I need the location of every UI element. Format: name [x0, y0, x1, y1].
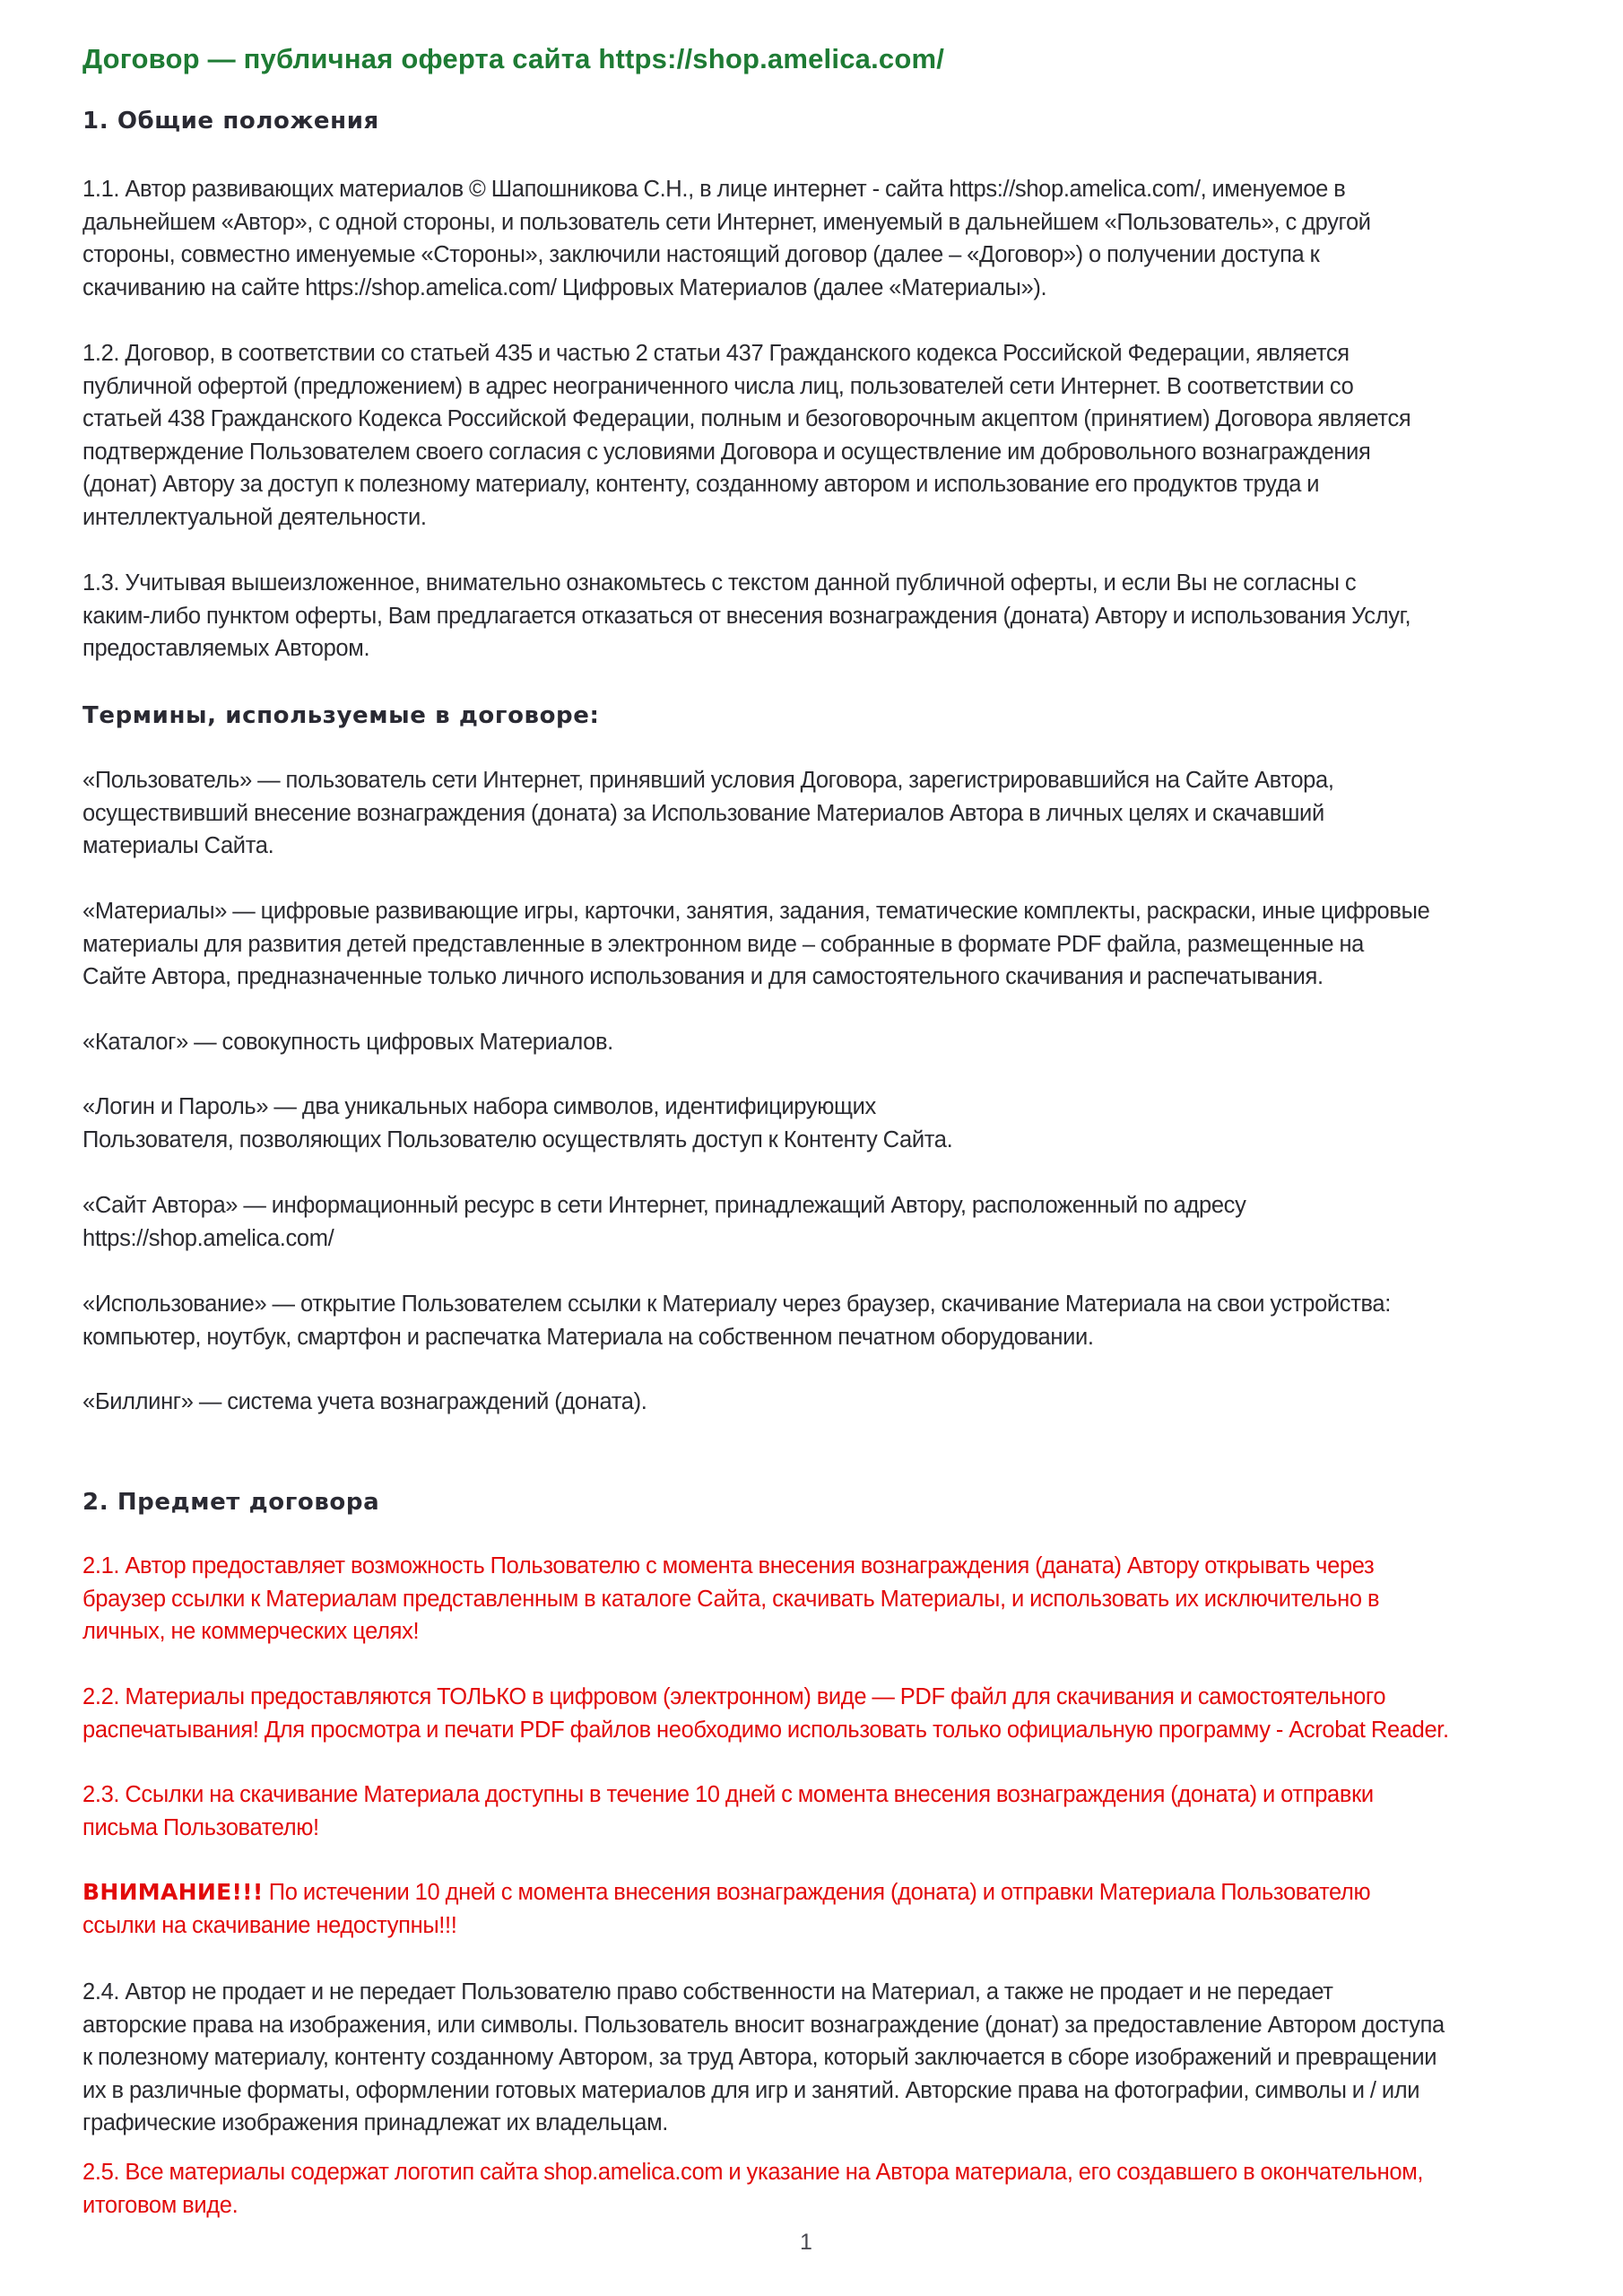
- term-user: «Пользователь» — пользователь сети Интернет, принявший условия Договора, зарегистрировавшийся на Сайте Автора, осуществивший внесение вознаграждения (доната) за Использование Материалов Автора в личных целях и скачавший материалы Сайта.: [82, 768, 1334, 858]
- clause-2-1: 2.1. Автор предоставляет возможность Пользователю с момента внесения вознаграждения (даната) Автору открывать через браузер ссылки к Материалам представленным в каталоге Сайта, скачивать Материалы, и использовать их исключительно в личных, не коммерческих целях!: [82, 1553, 1380, 1644]
- clause-2-5: 2.5. Все материалы содержат логотип сайта shop.amelica.com и указание на Автора материала, его создавшего в окончательном, итоговом виде.: [82, 2160, 1424, 2218]
- clause-1-3: 1.3. Учитывая вышеизложенное, внимательно ознакомьтесь с текстом данной публичной оферты, и если Вы не согласны с каким-либо пунктом оферты, Вам предлагается отказаться от внесения вознаграждения (доната) Автору и использования Услуг, предоставляемых Автором.: [82, 570, 1411, 661]
- term-usage: «Использование» — открытие Пользователем ссылки к Материалу через браузер, скачивание Материала на свои устройства: компьютер, ноутбук, смартфон и распечатка Материала на собственном печатном оборудовании.: [82, 1292, 1391, 1350]
- term-login-password: «Логин и Пароль» — два уникальных набора символов, идентифицирующих Пользователя, позволяющих Пользователю осуществлять доступ к Контенту Сайта.: [82, 1094, 953, 1152]
- clause-2-4: 2.4. Автор не продает и не передает Пользователю право собственности на Материал, а также не продает и не передает авторские права на изображения, или символы. Пользователь вносит вознаграждение (донат) за предоставление Автором доступа к полезному материалу, контенту созданному Автором, за труд Автора, который заключается в сборе изображений и превращении их в различные форматы, оформлении готовых материалов для игр и занятий. Авторские права на фотографии, символы и / или графические изображения принадлежат их владельцам.: [82, 1979, 1445, 2135]
- section-2-heading: 2. Предмет договора: [82, 1489, 380, 1516]
- term-materials: «Материалы» — цифровые развивающие игры, карточки, занятия, задания, тематические комплекты, раскраски, иные цифровые материалы для развития детей представленные в электронном виде – собранные в формате PDF файла, размещенные на Сайте Автора, предназначенные только личного использования и для самостоятельного скачивания и распечатывания.: [82, 899, 1430, 989]
- warning-label: ВНИМАНИЕ!!!: [82, 1879, 264, 1905]
- clause-1-1: 1.1. Автор развивающих материалов © Шапошникова С.Н., в лице интернет - сайта https://shop.amelica.com/, именуемое в дальнейшем «Автор», с одной стороны, и пользователь сети Интернет, именуемый в дальнейшем «Пользователь», с другой стороны, совместно именуемые «Стороны», заключили настоящий договор (далее – «Договор») о получении доступа к скачиванию на сайте https://shop.amelica.com/ Цифровых Материалов (далее «Материалы»).: [82, 177, 1371, 300]
- warning-notice: ВНИМАНИЕ!!! По истечении 10 дней с момента внесения вознаграждения (доната) и отправки Материала Пользователю ссылки на скачивание недоступны!!!: [82, 1879, 1371, 1938]
- term-billing: «Биллинг» — система учета вознаграждений (доната).: [82, 1389, 647, 1414]
- clause-2-3: 2.3. Ссылки на скачивание Материала доступны в течение 10 дней с момента внесения вознаграждения (доната) и отправки письма Пользователю!: [82, 1782, 1374, 1840]
- clause-2-2: 2.2. Материалы предоставляются ТОЛЬКО в цифровом (электронном) виде — PDF файл для скачивания и самостоятельного распечатывания! Для просмотра и печати PDF файлов необходимо использовать только официальную программу - Acrobat Reader.: [82, 1684, 1449, 1743]
- page-number: 1: [800, 2230, 812, 2255]
- terms-heading: Термины, используемые в договоре:: [82, 702, 600, 729]
- section-1-heading: 1. Общие положения: [82, 108, 379, 135]
- term-catalog: «Каталог» — совокупность цифровых Материалов.: [82, 1030, 613, 1055]
- document-title: Договор — публичная оферта сайта https://shop.amelica.com/: [82, 43, 945, 74]
- clause-1-2: 1.2. Договор, в соответствии со статьей 435 и частью 2 статьи 437 Гражданского кодекса Российской Федерации, является публичной офертой (предложением) в адрес неограниченного числа лиц, пользователей сети Интернет. В соответствии со статьей 438 Гражданского Кодекса Российской Федерации, полным и безоговорочным акцептом (принятием) Договора является подтверждение Пользователем своего согласия с условиями Договора и осуществление им добровольного вознаграждения (донат) Автору за доступ к полезному материалу, контенту, созданному автором и использование его продуктов труда и интеллектуальной деятельности.: [82, 341, 1411, 530]
- term-author-site: «Сайт Автора» — информационный ресурс в сети Интернет, принадлежащий Автору, расположенный по адресу https://shop.amelica.com/: [82, 1193, 1246, 1251]
